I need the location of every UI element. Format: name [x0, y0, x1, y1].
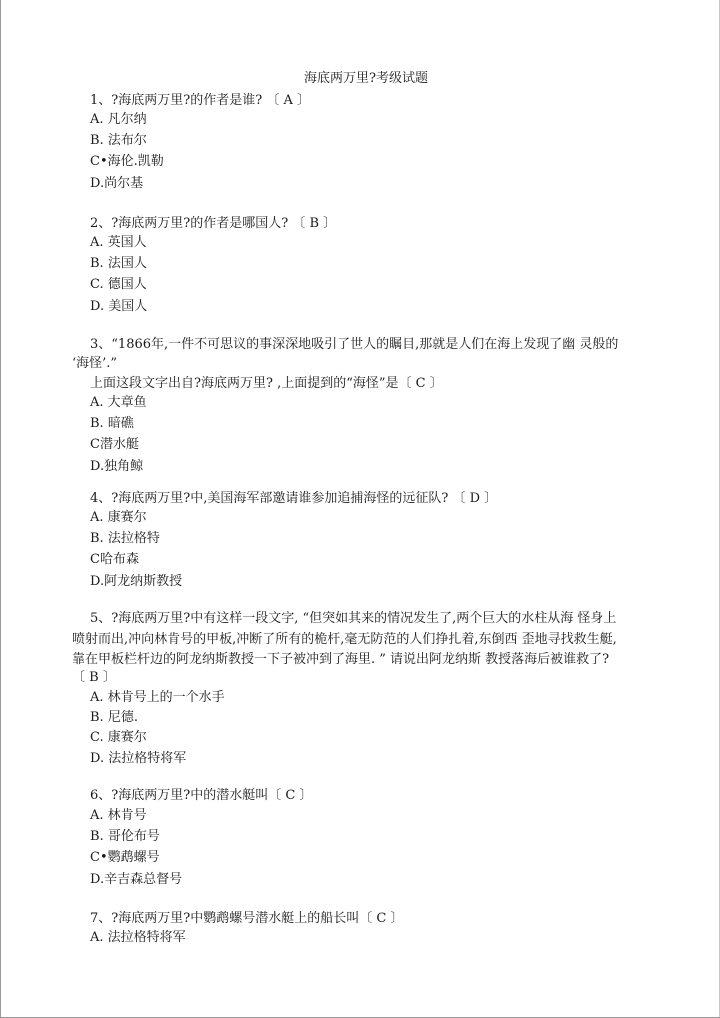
- question-2-option-d: D. 美国人: [90, 299, 148, 314]
- question-3-option-c: C潜水艇: [90, 437, 139, 452]
- question-1-option-d: D.尚尔基: [90, 176, 144, 191]
- question-6-option-d: D.辛吉森总督号: [90, 872, 183, 887]
- page-border-left: [0, 0, 1, 1018]
- question-3-stem-line-3: 上面这段文字出自?海底两万里? ,上面提到的“海怪”是〔 C 〕: [90, 376, 443, 391]
- question-3-option-d: D.独角鲸: [90, 459, 144, 474]
- question-1-option-a: A. 凡尔纳: [90, 112, 147, 127]
- question-5-option-d: D. 法拉格特将军: [90, 751, 187, 766]
- question-7-stem: 7、?海底两万里?中鹦鹉螺号潜水艇上的船长叫〔 C 〕: [90, 911, 404, 926]
- question-1-option-b: B. 法布尔: [90, 133, 147, 148]
- question-4-stem: 4、?海底两万里?中,美国海军部邀请谁参加追捕海怪的远征队? 〔 D 〕: [90, 491, 498, 506]
- question-6-option-c: C•鹦鹉螺号: [90, 850, 160, 865]
- question-7-option-a: A. 法拉格特将军: [90, 930, 186, 945]
- page-title: 海底两万里?考级试题: [304, 71, 428, 86]
- question-2-option-b: B. 法国人: [90, 256, 147, 271]
- question-6-option-b: B. 哥伦布号: [90, 829, 160, 844]
- question-5-stem-line-2: 喷射而出,冲向林肯号的甲板,冲断了所有的桅杆,毫无防范的人们挣扎着,东倒西 歪地寻找救生艇,: [72, 632, 617, 647]
- question-6-stem: 6、?海底两万里?中的潜水艇叫〔 C 〕: [90, 788, 313, 803]
- question-4-option-c: C哈布森: [90, 552, 139, 567]
- question-3-option-a: A. 大章鱼: [90, 395, 147, 410]
- question-5-option-a: A. 林肯号上的一个水手: [90, 690, 225, 705]
- question-1-stem: 1、?海底两万里?的作者是谁? 〔 A 〕: [90, 93, 310, 108]
- question-4-option-b: B. 法拉格特: [90, 531, 160, 546]
- question-5-stem-line-4: 〔 B 〕: [72, 670, 116, 685]
- question-5-stem-line-3: 靠在甲板栏杆边的阿龙纳斯教授一下子被冲到了海里. ” 请说出阿龙纳斯 教授落海后被谁救了?: [72, 652, 610, 667]
- question-3-stem-line-2: ‘海怪’.”: [72, 356, 118, 371]
- question-4-option-a: A. 康赛尔: [90, 510, 147, 525]
- question-2-option-c: C. 德国人: [90, 277, 147, 292]
- question-5-option-b: B. 尼德.: [90, 710, 138, 725]
- question-6-option-a: A. 林肯号: [90, 808, 147, 823]
- question-3-stem-line-1: 3、“1866年,一件不可思议的事深深地吸引了世人的瞩目,那就是人们在海上发现了幽 灵般的: [90, 337, 619, 352]
- question-4-option-d: D.阿龙纳斯教授: [90, 574, 183, 589]
- question-2-option-a: A. 英国人: [90, 235, 147, 250]
- question-5-option-c: C. 康赛尔: [90, 730, 147, 745]
- question-3-option-b: B. 暗礁: [90, 416, 134, 431]
- question-1-option-c: C•海伦.凯勒: [90, 154, 164, 169]
- question-5-stem-line-1: 5、?海底两万里?中有这样一段文字, “但突如其来的情况发生了,两个巨大的水柱从海 怪身上: [90, 611, 617, 626]
- question-2-stem: 2、?海底两万里?的作者是哪国人? 〔 B 〕: [90, 216, 337, 231]
